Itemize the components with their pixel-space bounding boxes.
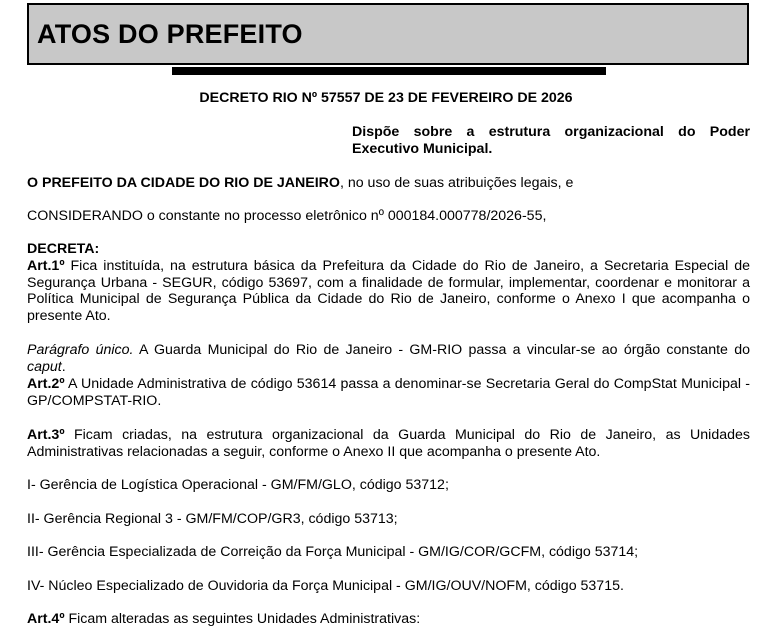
decree-ementa: Dispõe sobre a estrutura organizacional do Poder Executivo Municipal.	[352, 124, 750, 157]
list-item: III- Gerência Especializada de Correição da Força Municipal - GM/IG/COR/GCFM, código 53714;	[27, 544, 639, 560]
article-text: Ficam criadas, na estrutura organizacional da Guarda Municipal do Rio de Janeiro, as Unidades Administrativas relacionadas a seguir, conforme o Anexo II que acompanha o presente Ato.	[27, 427, 750, 460]
paragraph-unico	[27, 342, 750, 375]
paragraph-end: .	[61, 358, 66, 375]
decree-title: DECRETO RIO Nº 57557 DE 23 DE FEVEREIRO DE 2026	[199, 90, 573, 106]
preamble-authority: O PREFEITO DA CIDADE DO RIO DE JANEIRO	[27, 175, 340, 191]
section-title: ATOS DO PREFEITO	[37, 19, 303, 49]
decreta-label: DECRETA:	[27, 241, 100, 257]
article-text: Ficam alteradas as seguintes Unidades Administrativas:	[64, 611, 421, 627]
article-text: A Unidade Administrativa de código 53614 passa a denominar-se Secretaria Geral do CompStat Municipal - GP/COMPSTAT-RIO.	[27, 376, 750, 409]
list-item: I- Gerência de Logística Operacional - GM/FM/GLO, código 53712;	[27, 477, 449, 493]
caput-term: caput	[27, 358, 62, 375]
article-3	[27, 427, 750, 460]
article-label: Art.2º	[27, 376, 65, 392]
article-text: Fica instituída, na estrutura básica da Prefeitura da Cidade do Rio de Janeiro, a Secretaria Especial de Segurança Urbana - SEGUR, código 53697, com a finalidade de formular, implementar, coordenar e monitorar a Política Municipal de Segurança Pública da Cidade do Rio de Janeiro, conforme o Anexo I que acompanha o presente Ato.	[27, 258, 750, 324]
considering-clause: CONSIDERANDO o constante no processo eletrônico nº 000184.000778/2026-55,	[27, 208, 547, 224]
paragraph-label: Parágrafo único.	[27, 342, 134, 358]
article-label: Art.1º	[27, 258, 65, 274]
article-label: Art.3º	[27, 427, 65, 443]
article-2	[27, 376, 750, 409]
list-item: II- Gerência Regional 3 - GM/FM/COP/GR3, código 53713;	[27, 511, 398, 527]
preamble-text: , no uso de suas atribuições legais, e	[339, 175, 574, 191]
header-shadow-bar	[172, 67, 606, 75]
article-label: Art.4º	[27, 611, 65, 627]
paragraph-text: A Guarda Municipal do Rio de Janeiro - GM-RIO passa a vincular-se ao órgão constante do	[133, 342, 750, 358]
list-item: IV- Núcleo Especializado de Ouvidoria da Força Municipal - GM/IG/OUV/NOFM, código 53715.	[27, 578, 624, 594]
article-1	[27, 258, 750, 324]
section-header	[27, 3, 749, 65]
article-4	[27, 611, 750, 628]
preamble	[27, 175, 750, 192]
